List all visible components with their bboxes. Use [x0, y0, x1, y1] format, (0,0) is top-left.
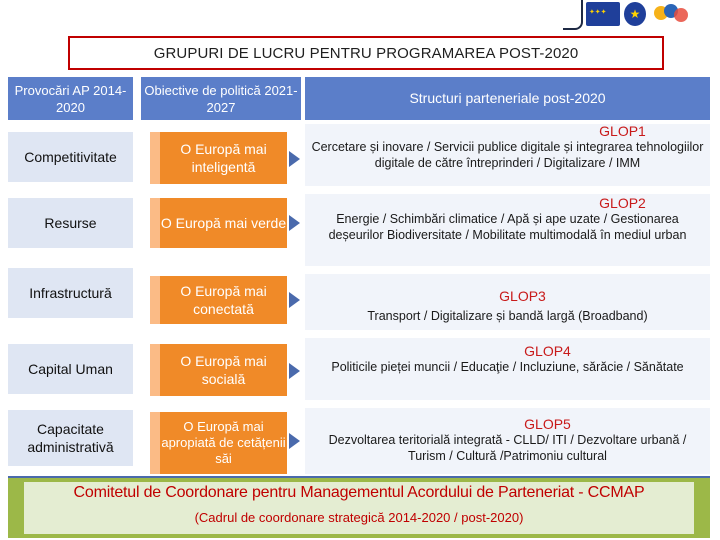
glop-title: GLOP5 — [524, 416, 571, 432]
page-title: GRUPURI DE LUCRU PENTRU PROGRAMAREA POST-2020 — [153, 44, 579, 62]
bottom-banner — [8, 478, 710, 538]
arrow-right-icon — [289, 151, 300, 167]
glop-block — [305, 195, 710, 243]
banner-title: Comitetul de Coordonare pentru Managementul Acordului de Parteneriat - CCMAP — [73, 484, 645, 501]
objective-cell: O Europă mai inteligentă — [150, 132, 287, 184]
eu-flag-icon — [586, 2, 620, 26]
banner-subtitle: (Cadrul de coordonare strategică 2014-2020 / post-2020) — [194, 510, 524, 525]
glop-title: GLOP3 — [499, 288, 546, 304]
glop-title: GLOP1 — [599, 123, 646, 139]
arrow-right-icon — [289, 363, 300, 379]
objective-cell: O Europă mai conectată — [150, 276, 287, 324]
challenge-cell: Competitivitate — [8, 132, 133, 182]
glop-description: Energie / Schimbări climatice / Apă și ape uzate / Gestionarea deșeurilor Biodiversitate / Mobilitate multimodală în mediul urban — [328, 212, 687, 242]
government-emblem-icon: ★ — [624, 2, 646, 26]
banner-text-box — [24, 482, 694, 534]
glop-block — [305, 416, 710, 464]
challenge-cell: Infrastructură — [8, 268, 133, 318]
challenge-cell: Resurse — [8, 198, 133, 248]
objective-cell: O Europă mai apropiată de cetățenii săi — [150, 412, 287, 474]
logo-strip — [586, 2, 698, 26]
title-box — [68, 36, 664, 70]
challenge-cell: Capacitate administrativă — [8, 410, 133, 466]
glop-block — [305, 123, 710, 171]
glop-description: Politicile pieței muncii / Educaţie / Incluziune, sărăcie / Sănătate — [331, 360, 684, 374]
header-objectives: Obiective de politică 2021-2027 — [141, 77, 301, 120]
challenge-cell: Capital Uman — [8, 344, 133, 394]
header-structures: Structuri parteneriale post-2020 — [305, 77, 710, 120]
glop-block — [305, 343, 710, 375]
glop-title: GLOP2 — [599, 195, 646, 211]
glop-block — [305, 288, 710, 324]
arrow-right-icon — [289, 215, 300, 231]
glop-title: GLOP4 — [524, 343, 571, 359]
header-challenges: Provocări AP 2014-2020 — [8, 77, 133, 120]
glop-description: Transport / Digitalizare și bandă largă (Broadband) — [367, 309, 648, 323]
arrow-right-icon — [289, 292, 300, 308]
glop-description: Dezvoltarea teritorială integrată - CLLD/ ITI / Dezvoltare urbană / Turism / Cultură /Patrimoniu cultural — [328, 433, 687, 463]
glop-description: Cercetare și inovare / Servicii publice digitale și integrarea tehnologiilor digitale de către întreprinderi / Digitalizare / IMM — [311, 140, 704, 170]
objective-cell: O Europă mai verde — [150, 198, 287, 248]
structural-funds-logo-icon — [650, 2, 698, 26]
decorative-hook — [563, 0, 583, 30]
arrow-right-icon — [289, 433, 300, 449]
objective-cell: O Europă mai socială — [150, 344, 287, 396]
